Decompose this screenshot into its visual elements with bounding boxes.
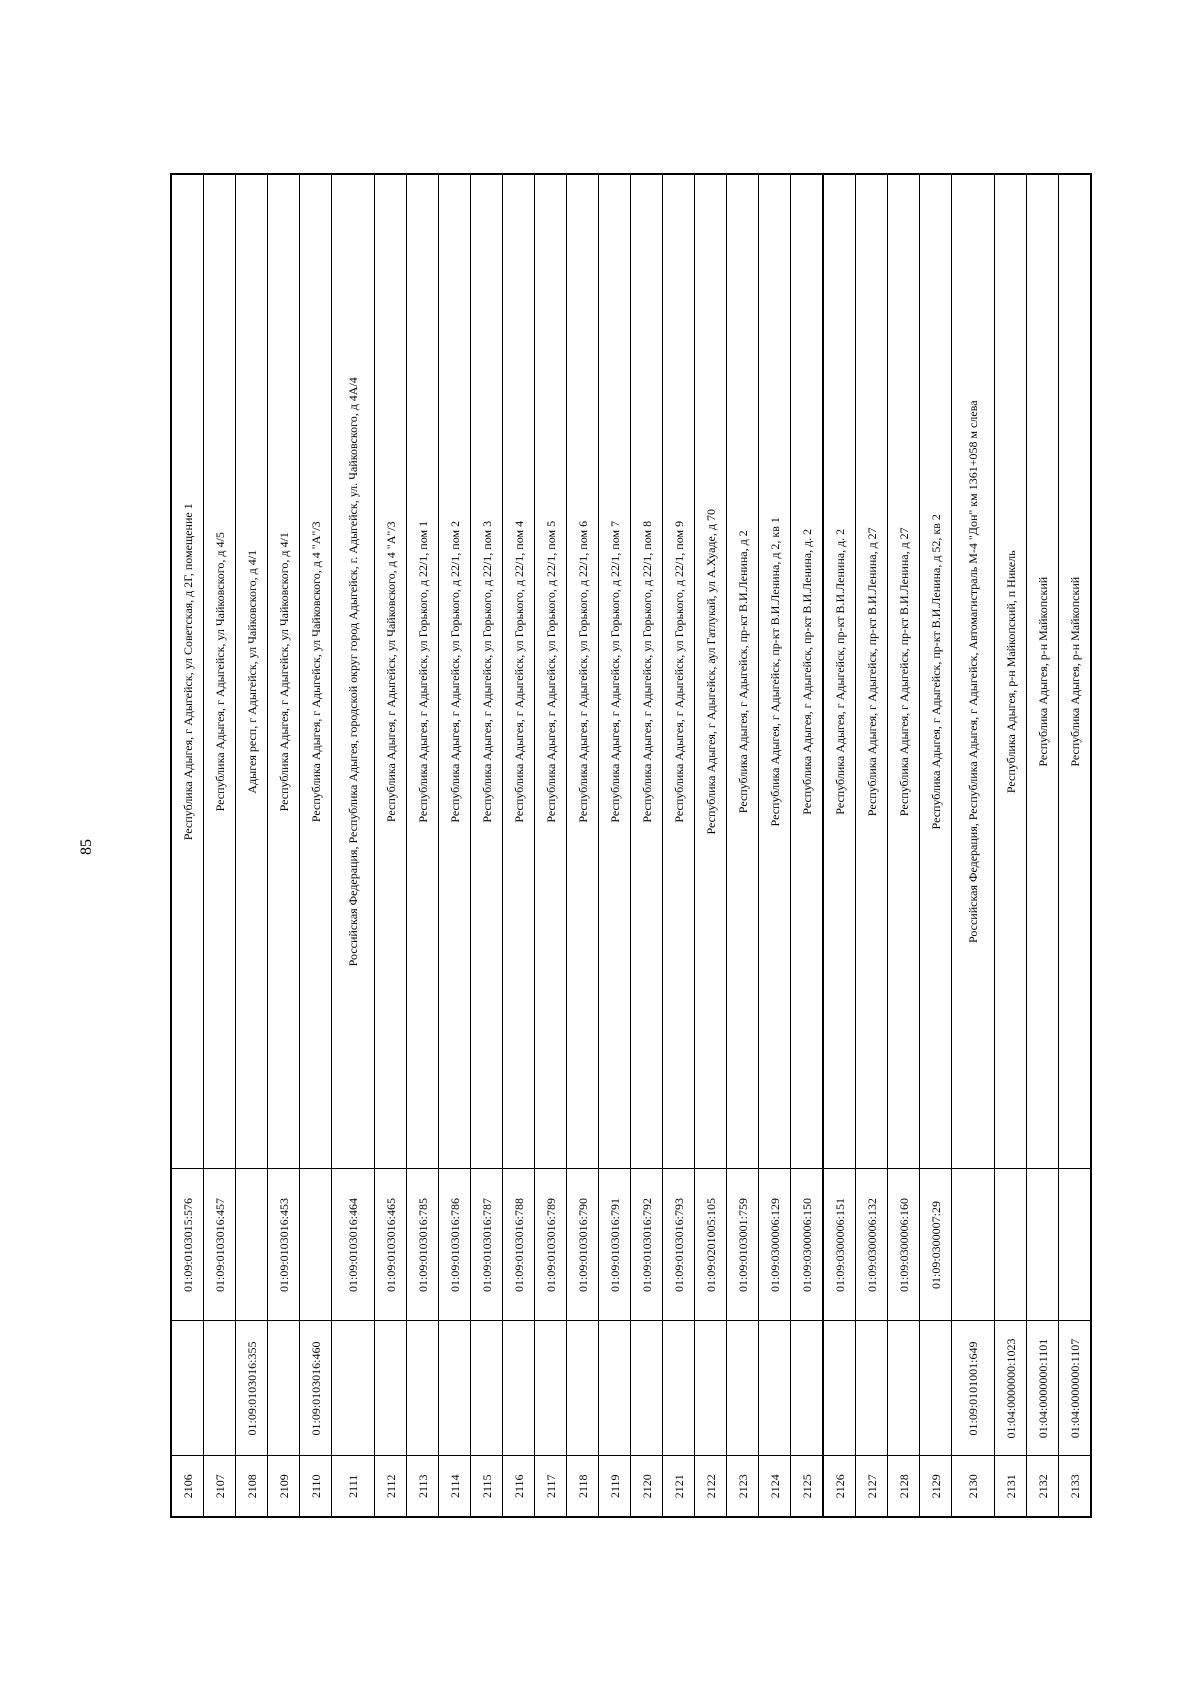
address-cell: Республика Адыгея, г Адыгейск, ул Чайковского, д 4/5 <box>204 174 236 1169</box>
row-number-cell: 2130 <box>952 1456 995 1517</box>
address-cell: Республика Адыгея, р-н Майкопский <box>1059 174 1092 1169</box>
object-cadastral-number-cell: 01:09:0103016:785 <box>407 1169 439 1321</box>
row-number-cell: 2108 <box>236 1456 268 1517</box>
table-row <box>268 174 300 1517</box>
page-number: 85 <box>78 839 95 855</box>
row-number-cell: 2106 <box>171 1456 204 1517</box>
address-cell: Республика Адыгея, г Адыгейск, ул Горького, д 22/1, пом 6 <box>567 174 599 1169</box>
row-number-cell: 2127 <box>856 1456 888 1517</box>
row-number-cell: 2132 <box>1027 1456 1059 1517</box>
address-cell: Республика Адыгея, г Адыгейск, ул Горького, д 22/1, пом 2 <box>439 174 471 1169</box>
table-row <box>439 174 471 1517</box>
table-row <box>631 174 663 1517</box>
table-row <box>503 174 535 1517</box>
object-cadastral-number-cell: 01:09:0300006:129 <box>759 1169 791 1321</box>
cadastral-number-cell: 01:04:0000000:1023 <box>995 1321 1027 1456</box>
row-number-cell: 2129 <box>920 1456 952 1517</box>
object-cadastral-number-cell: 01:09:0103016:786 <box>439 1169 471 1321</box>
table-row <box>759 174 791 1517</box>
row-number-cell: 2117 <box>535 1456 567 1517</box>
address-cell: Российская Федерация, Республика Адыгея, городской округ город Адыгейск, г. Адыгейск, ул. Чайковского, д 4А/4 <box>332 174 375 1169</box>
address-cell: Республика Адыгея, г Адыгейск, ул Горького, д 22/1, пом 3 <box>471 174 503 1169</box>
object-cadastral-number-cell: 01:09:0103016:464 <box>332 1169 375 1321</box>
table-row <box>375 174 407 1517</box>
object-cadastral-number-cell: 01:09:0300006:132 <box>856 1169 888 1321</box>
table-row <box>791 174 824 1517</box>
address-cell: Республика Адыгея, г Адыгейск, ул Чайковского, д 4/1 <box>268 174 300 1169</box>
object-cadastral-number-cell: 01:09:0103016:791 <box>599 1169 631 1321</box>
table-row <box>300 174 332 1517</box>
table-row <box>995 174 1027 1517</box>
row-number-cell: 2115 <box>471 1456 503 1517</box>
table-row <box>204 174 236 1517</box>
cadastral-number-cell <box>695 1321 727 1456</box>
address-cell: Республика Адыгея, г Адыгейск, пр-кт В.И.Ленина, д. 2 <box>791 174 824 1169</box>
table-row <box>888 174 920 1517</box>
address-cell: Республика Адыгея, г Адыгейск, пр-кт В.И.Ленина, д 52, кв 2 <box>920 174 952 1169</box>
table-row <box>171 174 204 1517</box>
address-cell: Республика Адыгея, г Адыгейск, ул Чайковского, д 4 "А"/3 <box>300 174 332 1169</box>
object-cadastral-number-cell: 01:09:0103016:465 <box>375 1169 407 1321</box>
cadastral-number-cell: 01:09:0103016:355 <box>236 1321 268 1456</box>
object-cadastral-number-cell: 01:09:0103016:787 <box>471 1169 503 1321</box>
row-number-cell: 2121 <box>663 1456 695 1517</box>
object-cadastral-number-cell <box>300 1169 332 1321</box>
table-row <box>920 174 952 1517</box>
table-row <box>727 174 759 1517</box>
object-cadastral-number-cell: 01:09:0300007:29 <box>920 1169 952 1321</box>
address-cell: Российская Федерация, Республика Адыгея, г Адыгейск, Автомагистраль М-4 "Дон" км 1361+058 м слева <box>952 174 995 1169</box>
address-cell: Республика Адыгея, г Адыгейск, пр-кт В.И.Ленина, д 2 <box>727 174 759 1169</box>
table-row <box>236 174 268 1517</box>
address-cell: Республика Адыгея, г Адыгейск, пр-кт В.И.Ленина, д 27 <box>856 174 888 1169</box>
cadastral-number-cell <box>920 1321 952 1456</box>
cadastral-number-cell <box>171 1321 204 1456</box>
cadastral-number-cell <box>599 1321 631 1456</box>
row-number-cell: 2109 <box>268 1456 300 1517</box>
address-cell: Республика Адыгея, г Адыгейск, ул Горького, д 22/1, пом 8 <box>631 174 663 1169</box>
table-row <box>567 174 599 1517</box>
row-number-cell: 2123 <box>727 1456 759 1517</box>
cadastral-number-cell <box>567 1321 599 1456</box>
address-cell: Республика Адыгея, г Адыгейск, ул Советская, д 2Г, помещение 1 <box>171 174 204 1169</box>
cadastral-number-cell <box>268 1321 300 1456</box>
row-number-cell: 2131 <box>995 1456 1027 1517</box>
table-row <box>535 174 567 1517</box>
object-cadastral-number-cell <box>1027 1169 1059 1321</box>
cadastral-number-cell <box>856 1321 888 1456</box>
address-cell: Республика Адыгея, р-н Майкопский, п Никель <box>995 174 1027 1169</box>
cadastral-number-cell <box>439 1321 471 1456</box>
address-cell: Республика Адыгея, г Адыгейск, ул Горького, д 22/1, пом 7 <box>599 174 631 1169</box>
table-row <box>952 174 995 1517</box>
object-cadastral-number-cell <box>952 1169 995 1321</box>
address-cell: Республика Адыгея, г Адыгейск, ул Горького, д 22/1, пом 9 <box>663 174 695 1169</box>
table-row <box>599 174 631 1517</box>
row-number-cell: 2116 <box>503 1456 535 1517</box>
table-row <box>695 174 727 1517</box>
address-cell: Адыгея респ, г Адыгейск, ул Чайковского, д 4/1 <box>236 174 268 1169</box>
row-number-cell: 2119 <box>599 1456 631 1517</box>
object-cadastral-number-cell: 01:09:0103016:453 <box>268 1169 300 1321</box>
registry-table-rotated <box>170 175 1087 1518</box>
cadastral-number-cell <box>332 1321 375 1456</box>
cadastral-number-cell: 01:04:0000000:1101 <box>1027 1321 1059 1456</box>
address-cell: Республика Адыгея, г Адыгейск, аул Гатлукай, ул А.Хуаде, д 70 <box>695 174 727 1169</box>
object-cadastral-number-cell: 01:09:0300006:150 <box>791 1169 824 1321</box>
row-number-cell: 2113 <box>407 1456 439 1517</box>
cadastral-number-cell <box>663 1321 695 1456</box>
row-number-cell: 2112 <box>375 1456 407 1517</box>
cadastral-number-cell <box>888 1321 920 1456</box>
object-cadastral-number-cell: 01:09:0103016:788 <box>503 1169 535 1321</box>
row-number-cell: 2114 <box>439 1456 471 1517</box>
object-cadastral-number-cell: 01:09:0103015:576 <box>171 1169 204 1321</box>
cadastral-number-cell <box>535 1321 567 1456</box>
cadastral-number-cell <box>823 1321 856 1456</box>
object-cadastral-number-cell: 01:09:0103001:759 <box>727 1169 759 1321</box>
cadastral-number-cell <box>503 1321 535 1456</box>
cadastral-number-cell <box>375 1321 407 1456</box>
object-cadastral-number-cell: 01:09:0201005:105 <box>695 1169 727 1321</box>
row-number-cell: 2110 <box>300 1456 332 1517</box>
row-number-cell: 2125 <box>791 1456 824 1517</box>
cadastral-number-cell <box>759 1321 791 1456</box>
registry-table <box>170 173 1092 1518</box>
object-cadastral-number-cell: 01:09:0300006:160 <box>888 1169 920 1321</box>
address-cell: Республика Адыгея, г Адыгейск, ул Горького, д 22/1, пом 4 <box>503 174 535 1169</box>
address-cell: Республика Адыгея, г Адыгейск, ул Чайковского, д 4 "А"/3 <box>375 174 407 1169</box>
row-number-cell: 2122 <box>695 1456 727 1517</box>
table-row <box>663 174 695 1517</box>
registry-table-wrapper <box>170 175 1087 1518</box>
address-cell: Республика Адыгея, г Адыгейск, пр-кт В.И.Ленина, д 27 <box>888 174 920 1169</box>
object-cadastral-number-cell: 01:09:0300006:151 <box>823 1169 856 1321</box>
cadastral-number-cell <box>631 1321 663 1456</box>
table-row <box>1027 174 1059 1517</box>
table-row <box>407 174 439 1517</box>
address-cell: Республика Адыгея, г Адыгейск, ул Горького, д 22/1, пом 5 <box>535 174 567 1169</box>
row-number-cell: 2128 <box>888 1456 920 1517</box>
object-cadastral-number-cell: 01:09:0103016:790 <box>567 1169 599 1321</box>
cadastral-number-cell <box>471 1321 503 1456</box>
row-number-cell: 2111 <box>332 1456 375 1517</box>
object-cadastral-number-cell: 01:09:0103016:789 <box>535 1169 567 1321</box>
table-row <box>823 174 856 1517</box>
address-cell: Республика Адыгея, г Адыгейск, пр-кт В.И.Ленина, д. 2 <box>823 174 856 1169</box>
cadastral-number-cell <box>791 1321 824 1456</box>
table-row <box>856 174 888 1517</box>
cadastral-number-cell <box>204 1321 236 1456</box>
table-row <box>1059 174 1092 1517</box>
cadastral-number-cell <box>727 1321 759 1456</box>
object-cadastral-number-cell <box>236 1169 268 1321</box>
registry-table-body <box>171 174 1091 1517</box>
object-cadastral-number-cell: 01:09:0103016:792 <box>631 1169 663 1321</box>
cadastral-number-cell: 01:04:0000000:1107 <box>1059 1321 1092 1456</box>
row-number-cell: 2133 <box>1059 1456 1092 1517</box>
row-number-cell: 2126 <box>823 1456 856 1517</box>
table-row <box>471 174 503 1517</box>
table-row <box>332 174 375 1517</box>
row-number-cell: 2118 <box>567 1456 599 1517</box>
object-cadastral-number-cell: 01:09:0103016:793 <box>663 1169 695 1321</box>
cadastral-number-cell: 01:09:0103016:460 <box>300 1321 332 1456</box>
address-cell: Республика Адыгея, г Адыгейск, ул Горького, д 22/1, пом 1 <box>407 174 439 1169</box>
row-number-cell: 2120 <box>631 1456 663 1517</box>
object-cadastral-number-cell: 01:09:0103016:457 <box>204 1169 236 1321</box>
object-cadastral-number-cell <box>995 1169 1027 1321</box>
cadastral-number-cell <box>407 1321 439 1456</box>
address-cell: Республика Адыгея, р-н Майкопский <box>1027 174 1059 1169</box>
row-number-cell: 2124 <box>759 1456 791 1517</box>
object-cadastral-number-cell <box>1059 1169 1092 1321</box>
address-cell: Республика Адыгея, г Адыгейск, пр-кт В.И.Ленина, д 2, кв 1 <box>759 174 791 1169</box>
cadastral-number-cell: 01:09:0101001:649 <box>952 1321 995 1456</box>
row-number-cell: 2107 <box>204 1456 236 1517</box>
